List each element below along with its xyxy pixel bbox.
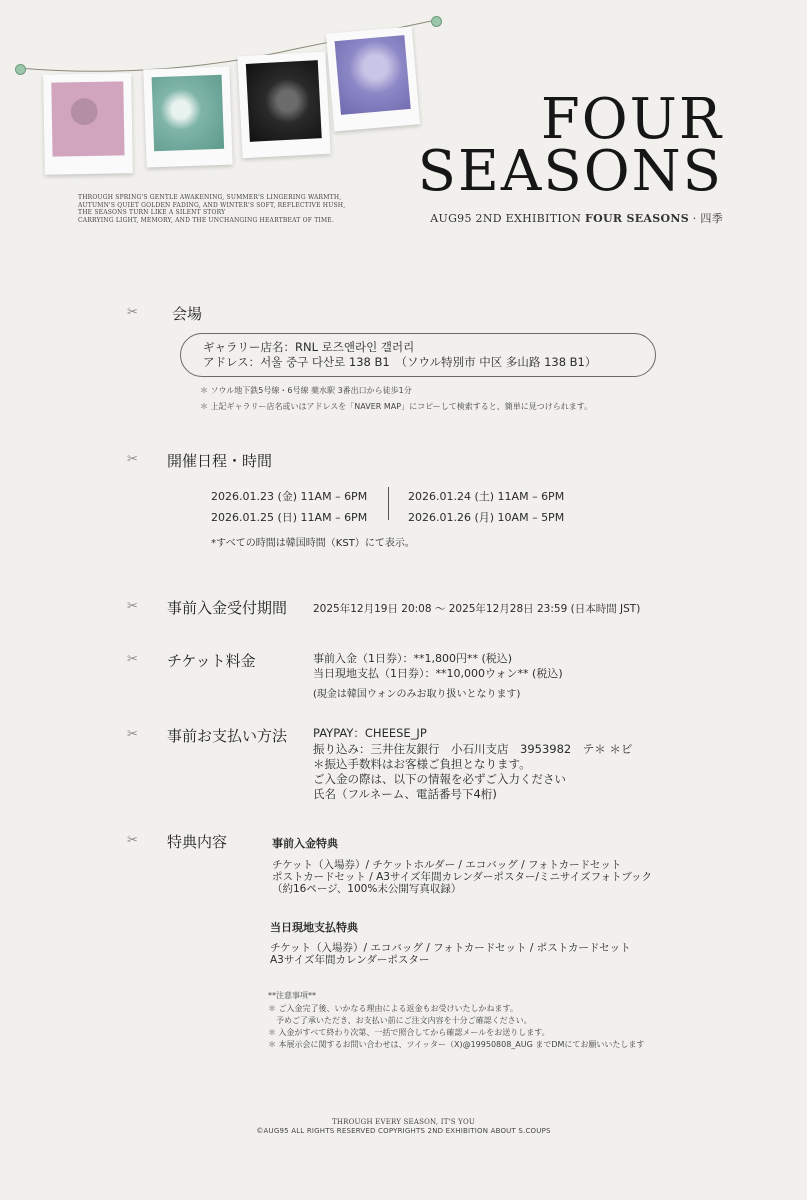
tagline-line: CARRYING LIGHT, MEMORY, AND THE UNCHANGING HEARTBEAT OF TIME. bbox=[78, 216, 334, 224]
subtitle-bold: FOUR SEASONS bbox=[585, 212, 689, 225]
notice-line: ＊ ご入金完了後、いかなる理由による返金もお受けいたしかねます。 bbox=[268, 1004, 518, 1013]
payment-label: 事前お支払い方法 bbox=[167, 727, 288, 745]
schedule-divider bbox=[388, 487, 389, 520]
benefits-label: 特典内容 bbox=[167, 833, 228, 851]
pin-icon bbox=[431, 16, 442, 27]
tagline-line: THROUGH SPRING'S GENTLE AWAKENING, SUMMER'S LINGERING WARMTH, bbox=[78, 194, 342, 201]
notice-line: 予めご了承いただき、お支払い前にご注文内容を十分ご確認ください。 bbox=[268, 1016, 532, 1025]
page-subtitle bbox=[370, 210, 723, 226]
payment-line: 振り込み：三井住友銀行 小石川支店 3953982 テ＊ ＊ビ bbox=[313, 742, 633, 756]
scissors-icon: ✂ bbox=[127, 452, 138, 467]
benefits-prepay-title: 事前入金特典 bbox=[272, 837, 338, 850]
pin-icon bbox=[15, 64, 26, 75]
ticket-line: 当日現地支払（1日券）：**10,000ウォン** (税込) bbox=[313, 667, 563, 680]
tagline-line: THE SEASONS TURN LIKE A SILENT STORY bbox=[78, 209, 226, 216]
prepayment-label: 事前入金受付期間 bbox=[167, 599, 288, 617]
benefits-onsite-line: A3サイズ年間カレンダーポスター bbox=[270, 954, 430, 966]
venue-note: ＊ ソウル地下鉄5号線・6号線 薬水駅 3番出口から徒歩1分 bbox=[200, 386, 412, 395]
payment-line: 氏名（フルネーム、電話番号下4桁) bbox=[313, 787, 497, 801]
schedule-date: 2026.01.25 (日) 11AM – 6PM bbox=[211, 511, 368, 524]
schedule-date: 2026.01.23 (金) 11AM – 6PM bbox=[211, 490, 368, 503]
subtitle-prefix: AUG95 2ND EXHIBITION bbox=[430, 212, 586, 225]
ticket-line: 事前入金（1日券）：**1,800円** (税込) bbox=[313, 652, 513, 665]
schedule-note: *すべての時間は韓国時間（KST）にて表示。 bbox=[211, 538, 415, 549]
ticket-line: (現金は韓国ウォンのみお取り扱いとなります) bbox=[313, 689, 521, 700]
payment-line: ＊振込手数料はお客様ご負担となります。 bbox=[313, 757, 531, 771]
venue-address: アドレス：서울 중구 다산로 138 B1 （ソウル特別市 中区 多山路 138 B1） bbox=[203, 355, 597, 369]
venue-gallery: ギャラリー店名：RNL 로즈앤라인 갤러리 bbox=[203, 340, 415, 354]
payment-line: PAYPAY：CHEESE_JP bbox=[313, 726, 427, 740]
footer-copyright: ©AUG95 ALL RIGHTS RESERVED COPYRIGHTS 2ND EXHIBITION ABOUT S.COUPS bbox=[256, 1127, 551, 1135]
notice-line: ＊ 本展示会に関するお問い合わせは、ツイッター（X)@19950808_AUG までDMにてお願いいたします bbox=[268, 1040, 645, 1049]
benefits-onsite-title: 当日現地支払特典 bbox=[270, 921, 358, 934]
notice-line: ＊ 入金がすべて終わり次第、一括で照合してから確認メールをお送りします。 bbox=[268, 1028, 550, 1037]
scissors-icon: ✂ bbox=[127, 652, 138, 667]
schedule-date: 2026.01.26 (月) 10AM – 5PM bbox=[408, 511, 565, 524]
page-title-line2: SEASONS bbox=[417, 139, 723, 204]
prepayment-period: 2025年12月19日 20:08 〜 2025年12月28日 23:59 (日本時間 JST) bbox=[313, 603, 641, 615]
scissors-icon: ✂ bbox=[127, 727, 138, 742]
notice-title: **注意事項** bbox=[268, 991, 316, 1000]
scissors-icon: ✂ bbox=[127, 305, 138, 320]
tagline bbox=[78, 194, 358, 224]
scissors-icon: ✂ bbox=[127, 599, 138, 614]
polaroid-photo-3 bbox=[237, 52, 330, 158]
benefits-onsite-line: チケット（入場券）/ エコバッグ / フォトカードセット / ポストカードセット bbox=[270, 942, 631, 954]
schedule-date: 2026.01.24 (土) 11AM – 6PM bbox=[408, 490, 565, 503]
photo-image bbox=[51, 81, 124, 156]
venue-note: ＊ 上記ギャラリー店名或いはアドレスを「NAVER MAP」にコピーして検索すると、簡単に見つけられます。 bbox=[200, 402, 593, 411]
photo-image bbox=[152, 75, 225, 151]
subtitle-suffix: · 四季 bbox=[689, 212, 723, 225]
polaroid-photo-2 bbox=[143, 67, 232, 168]
photo-image bbox=[246, 60, 322, 142]
tagline-line: AUTUMN'S QUIET GOLDEN FADING, AND WINTER'S SOFT, REFLECTIVE HUSH, bbox=[78, 201, 346, 209]
benefits-prepay-line: （約16ページ、100%未公開写真収録） bbox=[272, 883, 462, 895]
benefits-prepay-line: チケット（入場券）/ チケットホルダー / エコバッグ / フォトカードセット bbox=[272, 859, 622, 871]
ticket-label: チケット料金 bbox=[167, 652, 256, 670]
payment-line: ご入金の際は、以下の情報を必ずご入力ください bbox=[313, 772, 566, 786]
scissors-icon: ✂ bbox=[127, 833, 138, 848]
schedule-label: 開催日程・時間 bbox=[167, 452, 273, 470]
footer-tagline: THROUGH EVERY SEASON, IT'S YOU bbox=[331, 1118, 476, 1126]
benefits-prepay-line: ポストカードセット / A3サイズ年間カレンダーポスター/ミニサイズフォトブック bbox=[272, 871, 653, 883]
polaroid-photo-1 bbox=[43, 73, 133, 175]
venue-label: 会場 bbox=[172, 305, 203, 323]
page-title-line1: FOUR bbox=[540, 87, 723, 152]
